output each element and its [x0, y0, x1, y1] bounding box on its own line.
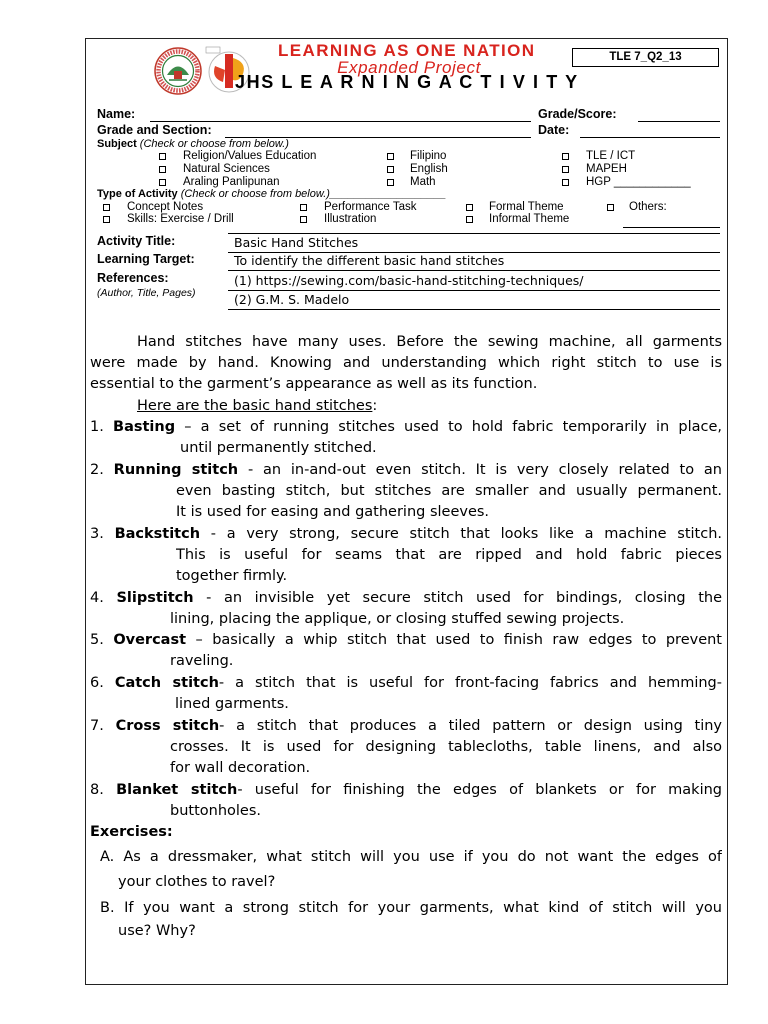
stitch-description-continued: together firmly.: [176, 568, 288, 584]
project-subtitle: Expanded Project: [337, 58, 481, 77]
stitch-description-continued: even basting stitch, but stitches are smaller and usually permanent.: [176, 483, 722, 499]
stitches-heading-text: Here are the basic hand stitches: [137, 398, 373, 414]
subject-label: Subject: [97, 138, 137, 150]
date-field[interactable]: [580, 137, 720, 138]
references-label: References:: [97, 271, 169, 285]
stitch-item-basting: [90, 417, 722, 437]
activity-type-label: Type of Activity: [97, 188, 178, 200]
checkbox-araling-panlipunan[interactable]: [159, 179, 166, 186]
stitch-description-continued: It is used for easing and gathering sleeves.: [176, 504, 490, 520]
checkbox-skills[interactable]: [103, 216, 110, 223]
subject-math: Math: [410, 176, 436, 188]
checkbox-concept-notes[interactable]: [103, 204, 110, 211]
stitch-description: - a very strong, secure stitch that looks like a machine stitch.: [200, 526, 722, 542]
stitch-description-continued: until permanently stitched.: [180, 440, 377, 456]
stitch-number: 1.: [90, 419, 104, 435]
learning-target-value: To identify the different basic hand stitches: [234, 253, 505, 268]
checkbox-informal-theme[interactable]: [466, 216, 473, 223]
stitch-description-continued: buttonholes.: [170, 803, 262, 819]
checkbox-filipino[interactable]: [387, 153, 394, 160]
stitch-number: 8.: [90, 782, 104, 798]
exercises-heading: Exercises:: [90, 824, 173, 840]
name-label: Name:: [97, 107, 136, 121]
stitch-description-continued: crosses. It is used for designing tablecloths, table linens, and also: [170, 739, 722, 755]
subject-mapeh: MAPEH: [586, 163, 627, 175]
stitch-description: - a stitch that is useful for front-facing fabrics and hemming-: [218, 675, 722, 691]
stitches-heading: [137, 396, 722, 416]
stitches-heading-colon: :: [372, 398, 378, 414]
stitch-item-cross: [90, 716, 722, 736]
activity-type-others: Others:: [629, 201, 667, 213]
activity-title-top-rule: [228, 233, 720, 234]
stitch-description-continued: lined garments.: [175, 696, 289, 712]
checkbox-natural-sciences[interactable]: [159, 166, 166, 173]
stitch-description: - an in-and-out even stitch. It is very closely related to an: [238, 462, 722, 478]
date-label: Date:: [538, 123, 570, 137]
stitch-item-running: [90, 460, 722, 480]
activity-type-heading: [97, 188, 446, 201]
stitch-name: Catch stitch: [114, 675, 219, 691]
learning-target-rule: [228, 270, 720, 271]
stitch-item-slipstitch: [90, 588, 722, 608]
subject-hgp: HGP ____________: [586, 176, 691, 188]
learning-target-label: Learning Target:: [97, 252, 195, 266]
reference-1: (1) https://sewing.com/basic-hand-stitching-techniques/: [234, 273, 584, 288]
checkbox-others[interactable]: [607, 204, 614, 211]
stitch-item-overcast: [90, 630, 722, 650]
stitch-name: Basting: [113, 419, 176, 435]
stitch-name: Slipstitch: [116, 590, 194, 606]
stitch-description: – a set of running stitches used to hold fabric temporarily in place,: [175, 419, 722, 435]
subject-tle-ict: TLE / ICT: [586, 150, 636, 162]
subject-filipino: Filipino: [410, 150, 447, 162]
stitch-description: – basically a whip stitch that used to finish raw edges to prevent: [186, 632, 722, 648]
name-field[interactable]: [150, 121, 531, 122]
stitch-description: - an invisible yet secure stitch used for bindings, closing the: [193, 590, 722, 606]
tagline: LEARNING AS ONE NATION: [278, 41, 536, 60]
stitch-item-catch: [90, 673, 722, 693]
references-hint: (Author, Title, Pages): [97, 287, 196, 299]
grade-score-field[interactable]: [638, 121, 720, 122]
reference-2-rule: [228, 309, 720, 310]
page-title: JHS L E A R N I N G A C T I V I T Y: [235, 72, 579, 92]
checkbox-mapeh[interactable]: [562, 166, 569, 173]
checkbox-english[interactable]: [387, 166, 394, 173]
subject-natural-sciences: Natural Sciences: [183, 163, 270, 175]
checkbox-tle-ict[interactable]: [562, 153, 569, 160]
checkbox-performance-task[interactable]: [300, 204, 307, 211]
stitch-name: Overcast: [113, 632, 187, 648]
stitch-number: 4.: [90, 590, 104, 606]
stitch-number: 6.: [90, 675, 104, 691]
subject-araling-panlipunan: Araling Panlipunan: [183, 176, 280, 188]
stitch-item-backstitch: [90, 524, 722, 544]
stitch-name: Running stitch: [113, 462, 239, 478]
grade-section-label: Grade and Section:: [97, 123, 212, 137]
reference-2: (2) G.M. S. Madelo: [234, 292, 350, 307]
intro-line: Hand stitches have many uses. Before the sewing machine, all garments: [137, 334, 722, 350]
exercise-a-continued: your clothes to ravel?: [118, 874, 276, 890]
activity-code-box: TLE 7_Q2_13: [572, 48, 719, 67]
exercise-b: B. If you want a strong stitch for your garments, what kind of stitch will you: [100, 900, 722, 916]
checkbox-math[interactable]: [387, 179, 394, 186]
intro-line: were made by hand. Knowing and understanding which right stitch to use is: [90, 355, 722, 371]
checkbox-illustration[interactable]: [300, 216, 307, 223]
checkbox-formal-theme[interactable]: [466, 204, 473, 211]
stitch-name: Blanket stitch: [116, 782, 238, 798]
activity-type-performance-task: Performance Task: [324, 201, 417, 213]
stitch-description-continued: This is useful for seams that are ripped and hold fabric pieces: [176, 547, 722, 563]
subject-hint: (Check or choose from below.): [139, 138, 289, 150]
activity-type-formal-theme: Formal Theme: [489, 201, 564, 213]
stitch-description-continued: raveling.: [170, 653, 234, 669]
exercise-a: A. As a dressmaker, what stitch will you use if you do not want the edges of: [100, 849, 722, 865]
grade-score-label: Grade/Score:: [538, 107, 617, 121]
checkbox-hgp[interactable]: [562, 179, 569, 186]
activity-type-skills: Skills: Exercise / Drill: [127, 213, 234, 225]
reference-1-rule: [228, 290, 720, 291]
activity-type-illustration: Illustration: [324, 213, 377, 225]
stitch-description: - useful for finishing the edges of blankets or for making: [237, 782, 722, 798]
others-field[interactable]: [623, 227, 720, 228]
stitch-number: 5.: [90, 632, 104, 648]
stitch-description: - a stitch that produces a tiled pattern or design using tiny: [219, 718, 722, 734]
stitch-number: 3.: [90, 526, 104, 542]
subject-religion: Religion/Values Education: [183, 150, 317, 162]
activity-type-concept-notes: Concept Notes: [127, 201, 204, 213]
stitch-description-continued: for wall decoration.: [170, 760, 311, 776]
stitch-number: 2.: [90, 462, 104, 478]
stitch-description-continued: lining, placing the applique, or closing stuffed sewing projects.: [170, 611, 625, 627]
exercise-b-continued: use? Why?: [118, 923, 196, 939]
stitch-number: 7.: [90, 718, 104, 734]
stitch-name: Cross stitch: [115, 718, 220, 734]
school-seal-logo: [153, 46, 203, 96]
activity-title-value: Basic Hand Stitches: [234, 235, 359, 250]
intro-line: essential to the garment’s appearance as well as its function.: [90, 376, 538, 392]
checkbox-religion[interactable]: [159, 153, 166, 160]
activity-type-informal-theme: Informal Theme: [489, 213, 570, 225]
subject-english: English: [410, 163, 448, 175]
stitch-item-blanket: [90, 780, 722, 800]
activity-title-label: Activity Title:: [97, 234, 176, 248]
stitch-name: Backstitch: [114, 526, 201, 542]
activity-type-hint: (Check or choose from below.)___________________: [180, 188, 447, 200]
